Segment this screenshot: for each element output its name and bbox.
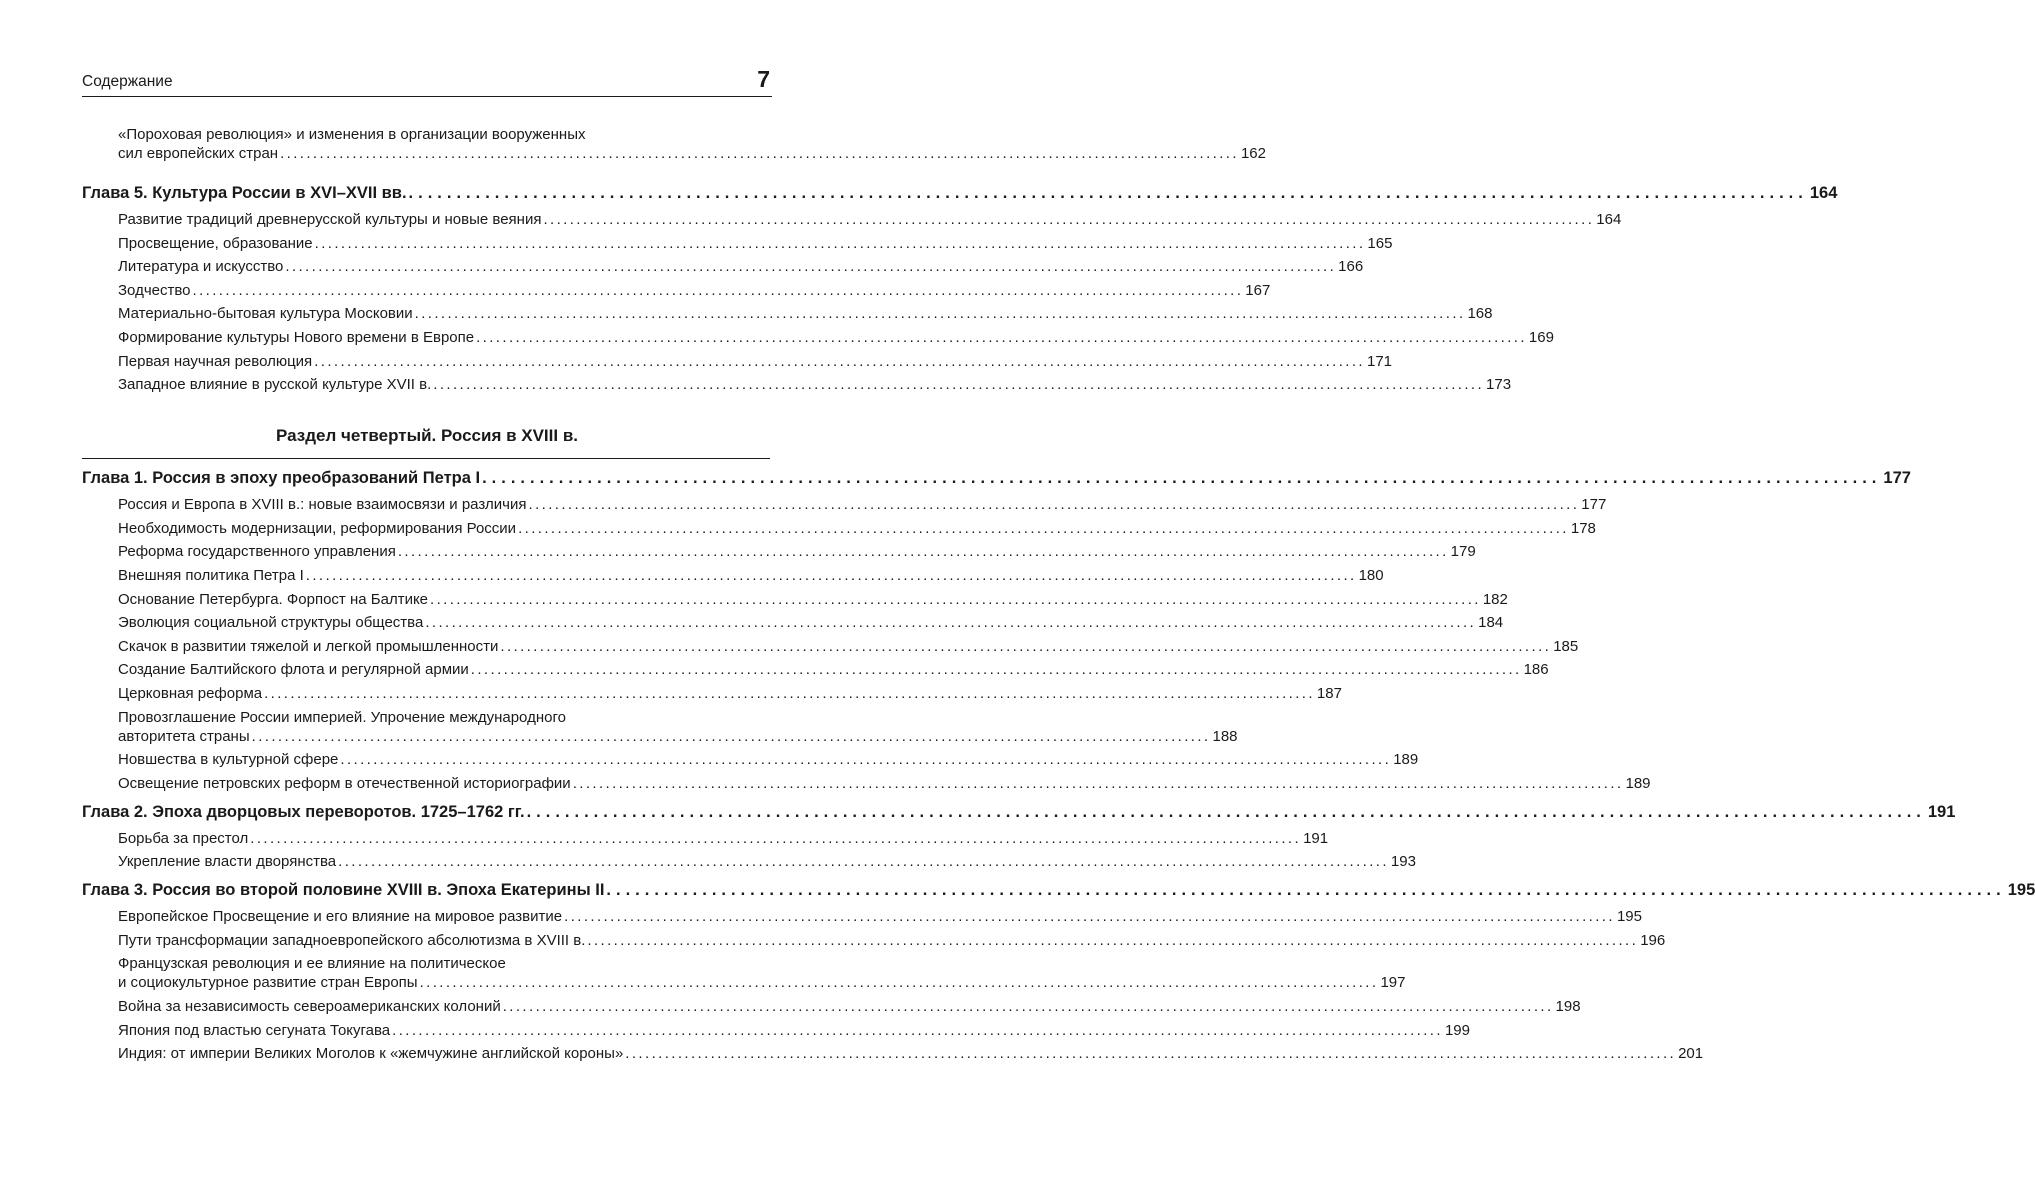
toc-entry-text: Создание Балтийского флота и регулярной армии [118, 661, 469, 679]
toc-entry-page: 184 [1478, 614, 1504, 632]
toc-entry-text: Материально-бытовая культура Московии [118, 305, 413, 323]
toc-entry-page: 196 [1640, 931, 1666, 949]
toc-entry-text: Провозглашение России империей. Упрочение международного [118, 708, 566, 726]
toc-entry-text: Французская революция и ее влияние на политическое [118, 955, 506, 973]
dot-leader: ................................................................................................................................................................ [433, 376, 1485, 394]
dot-leader: ................................................................................................................................................................ [250, 829, 1302, 847]
toc-entry-text: Эволюция социальной структуры общества [118, 614, 424, 632]
toc-entry-page: 165 [1367, 234, 1393, 252]
dot-leader: ................................................................................................................................................................ [470, 661, 1522, 679]
toc-chapter-items [82, 210, 1622, 394]
toc-entry-text: Зодчество [118, 281, 191, 299]
toc-entry[interactable] [118, 125, 1266, 163]
running-header [82, 66, 772, 97]
toc-entry-page: 193 [1390, 853, 1416, 871]
toc-entry-page: 169 [1528, 328, 1554, 346]
dot-leader: ................................................................................................................................................................ [476, 328, 1527, 346]
toc-entry-text: Россия и Европа в XVIII в.: новые взаимосвязи и различия [118, 496, 527, 514]
toc-entry-text: Внешняя политика Петра I [118, 566, 304, 584]
toc-chapter-page: 191 [1927, 802, 1956, 821]
toc-entry[interactable] [118, 566, 1384, 585]
toc-chapter-title: Глава 3. Россия во второй половине XVIII в. Эпоха Екатерины II [82, 881, 605, 900]
toc-entry[interactable] [118, 997, 1581, 1016]
toc-entry-text: Необходимость модернизации, реформирования России [118, 519, 517, 537]
toc-entry-text: Япония под властью сегуната Токугава [118, 1021, 391, 1039]
toc-entry[interactable] [118, 210, 1622, 229]
toc-entry-text: и социокультурное развитие стран Европы [118, 974, 418, 992]
toc-entry-text: Освещение петровских реформ в отечественной историографии [118, 774, 571, 792]
toc-chapter-items [82, 750, 1651, 793]
toc-entry-text: Укрепление власти дворянства [118, 853, 337, 871]
toc-entry[interactable] [118, 774, 1651, 793]
dot-leader: .................................................................................................................................................. [280, 145, 1239, 162]
toc-entry-page: 199 [1444, 1021, 1470, 1039]
dot-leader: ................................................................................................................................................................ [572, 774, 1624, 792]
toc-chapter-title: Глава 1. Россия в эпоху преобразований Петра I [82, 469, 481, 488]
toc-entry-page: 179 [1450, 543, 1476, 561]
toc-entry[interactable] [118, 234, 1393, 253]
toc-entry-page: 197 [1380, 974, 1406, 992]
toc-entry[interactable] [118, 931, 1666, 950]
dot-leader: ................................................................................................................................................................ [392, 1021, 1443, 1039]
toc-entry-page: 166 [1338, 258, 1364, 276]
toc-entry-page: 189 [1625, 774, 1651, 792]
toc-chapter-items [82, 907, 1666, 950]
toc-entry[interactable] [118, 257, 1364, 276]
toc-entry[interactable] [118, 829, 1329, 848]
toc-entry-text: Основание Петербурга. Форпост на Балтике [118, 590, 429, 608]
toc-entry-text: Литература и искусство [118, 258, 284, 276]
toc-entry-text: Скачок в развитии тяжелой и легкой промышленности [118, 637, 499, 655]
dot-leader: ................................................................................................................................................................ [518, 519, 1569, 537]
toc-entry-text: Реформа государственного управления [118, 543, 396, 561]
dot-leader: ................................................................................................................................................................ [425, 614, 1477, 632]
section-rule [82, 458, 770, 459]
toc-entry[interactable] [118, 750, 1419, 769]
dot-leader: ................................................................................................................................................................ [340, 751, 1392, 769]
toc-entry-text: Война за независимость североамериканских колоний [118, 998, 501, 1016]
dot-leader: ................................................................................................................................................................ [543, 211, 1595, 228]
toc-entry[interactable] [118, 519, 1596, 538]
toc-entry-page: 191 [1303, 829, 1329, 847]
toc-entry[interactable] [118, 660, 1549, 679]
toc-entry-page: 186 [1523, 661, 1549, 679]
toc-entry-text: Первая научная революция [118, 352, 313, 370]
toc-entry-page: 171 [1366, 352, 1393, 370]
dot-leader: .................................................................................................................................................. [526, 802, 1926, 821]
section-title: Раздел четвертый. Россия в XVIII в. [276, 426, 578, 446]
toc-entry-text: Новшества в культурной сфере [118, 751, 339, 769]
toc-entry[interactable] [118, 328, 1554, 347]
toc-chapter-page: 177 [1883, 469, 1911, 488]
dot-leader: ................................................................................................................................................................ [338, 853, 1389, 871]
toc-entry-page: 177 [1581, 496, 1607, 514]
toc-entry[interactable] [118, 495, 1607, 514]
dot-leader: ................................................................................................................................................................ [587, 931, 1639, 949]
toc-entry-page: 180 [1358, 566, 1384, 584]
dot-leader: ................................................................................................................................................................ [528, 496, 1580, 514]
dot-leader: ................................................................................................................................................................ [285, 258, 1337, 276]
toc-entry-text: Формирование культуры Нового времени в Европе [118, 328, 475, 346]
toc-entry-text: Развитие традиций древнерусской культуры и новые веяния [118, 211, 542, 228]
toc-entry[interactable] [118, 304, 1493, 323]
toc-entry[interactable] [118, 1044, 1704, 1063]
toc-entry-page: 189 [1393, 751, 1419, 769]
dot-leader: .................................................................................................................................................. [251, 727, 1211, 745]
toc-chapter-page: 164 [1809, 184, 1838, 202]
toc-entry-page: 201 [1678, 1045, 1704, 1063]
toc-entry[interactable] [118, 281, 1271, 300]
dot-leader: ................................................................................................................................................................ [314, 352, 1365, 370]
toc-entry[interactable] [118, 907, 1642, 926]
dot-leader: ................................................................................................................................................................ [430, 590, 1481, 608]
toc-entry-text: Европейское Просвещение и его влияние на мировое развитие [118, 908, 563, 926]
toc-entry[interactable] [118, 613, 1504, 632]
toc-entry[interactable] [118, 637, 1579, 656]
toc-entry[interactable] [118, 590, 1508, 609]
dot-leader: .................................................................................................................................................. [482, 469, 1882, 488]
toc-chapter-items [82, 495, 1607, 703]
toc-entry-page: 173 [1486, 376, 1512, 394]
dot-leader: .................................................................................................................................................. [606, 881, 2006, 900]
toc-entry-text: авторитета страны [118, 727, 250, 745]
dot-leader: ................................................................................................................................................................ [264, 684, 1315, 702]
toc-entry-page: 178 [1570, 519, 1596, 537]
toc-entry[interactable] [118, 542, 1476, 561]
header-page-number: 7 [757, 66, 770, 92]
dot-leader: ................................................................................................................................................................ [500, 637, 1552, 655]
dot-leader: .................................................................................................................................................. [408, 184, 1808, 202]
table-of-contents [82, 125, 2035, 1068]
toc-entry-page: 198 [1555, 998, 1581, 1016]
toc-entry-text: Просвещение, образование [118, 234, 313, 252]
toc-entry-text: Западное влияние в русской культуре XVII в. [118, 376, 432, 394]
toc-entry-text: Церковная реформа [118, 684, 263, 702]
dot-leader: ................................................................................................................................................................ [397, 543, 1449, 561]
toc-entry-text: Индия: от империи Великих Моголов к «жемчужине английской короны» [118, 1045, 624, 1063]
toc-entry-page: 188 [1212, 727, 1238, 745]
toc-entry-text: сил европейских стран [118, 145, 279, 162]
dot-leader: ................................................................................................................................................................ [502, 998, 1554, 1016]
toc-chapter[interactable] [82, 881, 2035, 900]
dot-leader: ................................................................................................................................................................ [192, 281, 1244, 299]
dot-leader: .................................................................................................................................................. [419, 974, 1379, 992]
toc-chapter-items [82, 829, 1416, 872]
dot-leader: ................................................................................................................................................................ [414, 305, 1466, 323]
toc-entry[interactable] [118, 684, 1342, 703]
toc-entry-page: 162 [1240, 145, 1266, 162]
toc-entry-page: 167 [1245, 281, 1271, 299]
toc-chapter[interactable] [82, 469, 1911, 488]
dot-leader: ................................................................................................................................................................ [625, 1045, 1677, 1063]
toc-entry-page: 187 [1316, 684, 1342, 702]
dot-leader: ................................................................................................................................................................ [305, 566, 1357, 584]
toc-chapter[interactable] [82, 802, 1956, 822]
toc-entry-page: 168 [1467, 305, 1493, 323]
toc-chapter-title: Глава 2. Эпоха дворцовых переворотов. 1725–1762 гг. [82, 802, 525, 821]
toc-entry-page: 195 [1616, 908, 1642, 926]
toc-entry[interactable] [118, 852, 1416, 871]
toc-entry[interactable] [118, 375, 1512, 394]
toc-entry[interactable] [118, 954, 1406, 992]
toc-chapter-title: Глава 5. Культура России в XVI–XVII вв. [82, 184, 407, 202]
toc-chapter-items [82, 997, 1704, 1063]
toc-chapter-page: 195 [2007, 881, 2035, 900]
toc-entry[interactable] [118, 1021, 1470, 1040]
dot-leader: ................................................................................................................................................................ [564, 908, 1615, 926]
dot-leader: ................................................................................................................................................................ [314, 234, 1366, 252]
toc-chapter[interactable] [82, 184, 1838, 203]
toc-entry[interactable] [118, 708, 1238, 746]
header-title: Содержание [82, 73, 173, 90]
toc-entry-text: Пути трансформации западноевропейского абсолютизма в XVIII в. [118, 931, 586, 949]
toc-entry-page: 182 [1482, 590, 1508, 608]
toc-entry-page: 164 [1596, 211, 1622, 228]
toc-entry[interactable] [118, 352, 1393, 371]
toc-entry-text: «Пороховая революция» и изменения в организации вооруженных [118, 126, 586, 143]
toc-entry-page: 185 [1553, 637, 1579, 655]
toc-entry-text: Борьба за престол [118, 829, 249, 847]
